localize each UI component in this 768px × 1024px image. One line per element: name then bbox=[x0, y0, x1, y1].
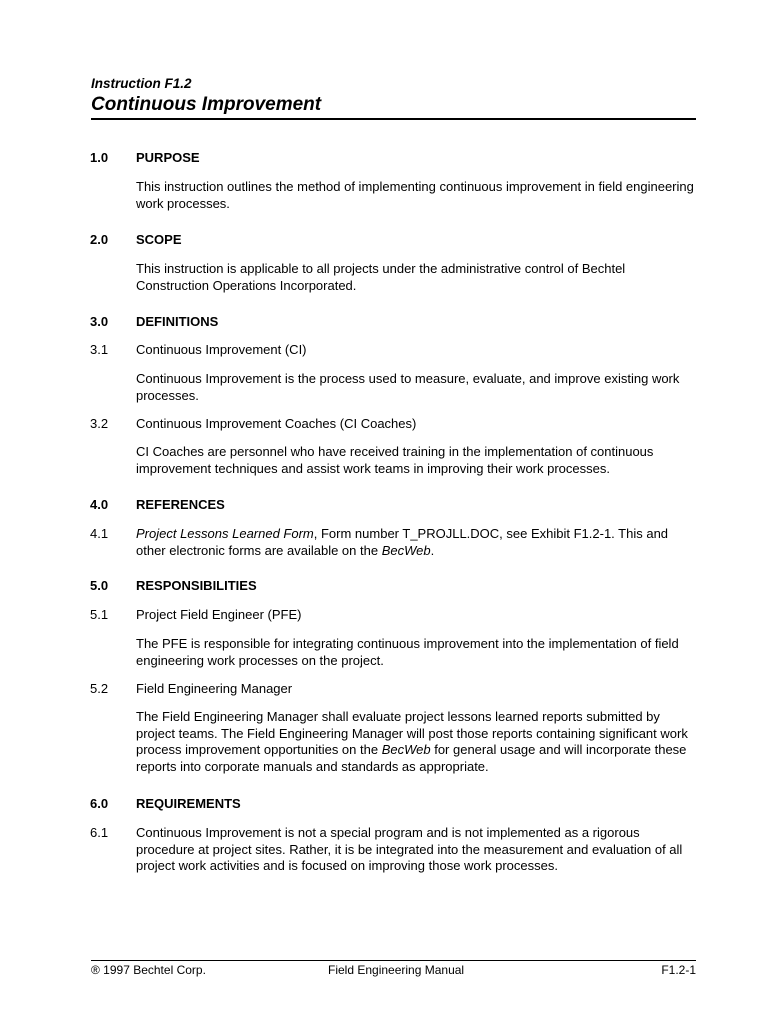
responsibility-manager-title: Field Engineering Manager bbox=[136, 681, 293, 696]
responsibility-pfe-title: Project Field Engineer (PFE) bbox=[136, 607, 302, 622]
section-heading-definitions: DEFINITIONS bbox=[136, 314, 219, 329]
section-heading-references: REFERENCES bbox=[136, 497, 225, 512]
becweb-name: BecWeb bbox=[381, 742, 431, 757]
item-number-3-1: 3.1 bbox=[90, 342, 109, 357]
section-number-1: 1.0 bbox=[90, 150, 109, 165]
reference-item-body: Project Lessons Learned Form, Form number T_PROJLL.DOC, see Exhibit F1.2-1. This and other electronic forms are available on the BecWeb. bbox=[136, 526, 669, 558]
definition-ci-title: Continuous Improvement (CI) bbox=[136, 342, 307, 357]
section-number-3: 3.0 bbox=[90, 314, 109, 329]
document-header bbox=[91, 76, 696, 117]
footer-rule bbox=[91, 960, 696, 961]
footer-manual-name: Field Engineering Manual bbox=[328, 963, 465, 977]
definition-ci-body: Continuous Improvement is the process used to measure, evaluate, and improve existing work processes. bbox=[136, 371, 680, 403]
header-rule bbox=[91, 118, 696, 120]
scope-body: This instruction is applicable to all projects under the administrative control of Bechtel Construction Operations Incorporated. bbox=[136, 261, 626, 293]
purpose-body: This instruction outlines the method of implementing continuous improvement in field engineering work processes. bbox=[136, 179, 694, 211]
section-heading-scope: SCOPE bbox=[136, 232, 182, 247]
footer-copyright: ® 1997 Bechtel Corp. bbox=[91, 963, 206, 977]
definition-coaches-body: CI Coaches are personnel who have received training in the implementation of continuous improvement techniques and assist work teams in improving their work processes. bbox=[136, 444, 654, 476]
section-heading-purpose: PURPOSE bbox=[136, 150, 200, 165]
responsibility-manager-body: The Field Engineering Manager shall evaluate project lessons learned reports submitted by project teams. The Field Engineering Manager will post those reports containing significant work process improvement opportunities on the BecWeb for general usage and will incorporate these reports into corporate manuals and standards as appropriate. bbox=[136, 709, 688, 774]
definition-coaches-title: Continuous Improvement Coaches (CI Coaches) bbox=[136, 416, 417, 431]
item-number-4-1: 4.1 bbox=[90, 526, 109, 541]
section-number-2: 2.0 bbox=[90, 232, 109, 247]
requirement-body: Continuous Improvement is not a special program and is not implemented as a rigorous procedure at project sites. Rather, it is be integrated into the measurement and evaluation of all project work activities and is focused on improving those work processes. bbox=[136, 825, 683, 873]
section-number-6: 6.0 bbox=[90, 796, 109, 811]
item-number-5-2: 5.2 bbox=[90, 681, 109, 696]
item-number-5-1: 5.1 bbox=[90, 607, 109, 622]
section-number-5: 5.0 bbox=[90, 578, 109, 593]
footer-page-number: F1.2-1 bbox=[661, 963, 696, 977]
item-number-3-2: 3.2 bbox=[90, 416, 109, 431]
responsibility-pfe-body: The PFE is responsible for integrating continuous improvement into the implementation of field engineering work processes on the project. bbox=[136, 636, 679, 668]
lessons-learned-form-title: Project Lessons Learned Form bbox=[136, 526, 314, 541]
page-title: Continuous Improvement bbox=[91, 94, 322, 115]
item-number-6-1: 6.1 bbox=[90, 825, 109, 840]
instruction-number: Instruction F1.2 bbox=[91, 76, 192, 91]
section-heading-requirements: REQUIREMENTS bbox=[136, 796, 241, 811]
section-number-4: 4.0 bbox=[90, 497, 109, 512]
section-heading-responsibilities: RESPONSIBILITIES bbox=[136, 578, 257, 593]
becweb-name: BecWeb bbox=[381, 542, 431, 558]
